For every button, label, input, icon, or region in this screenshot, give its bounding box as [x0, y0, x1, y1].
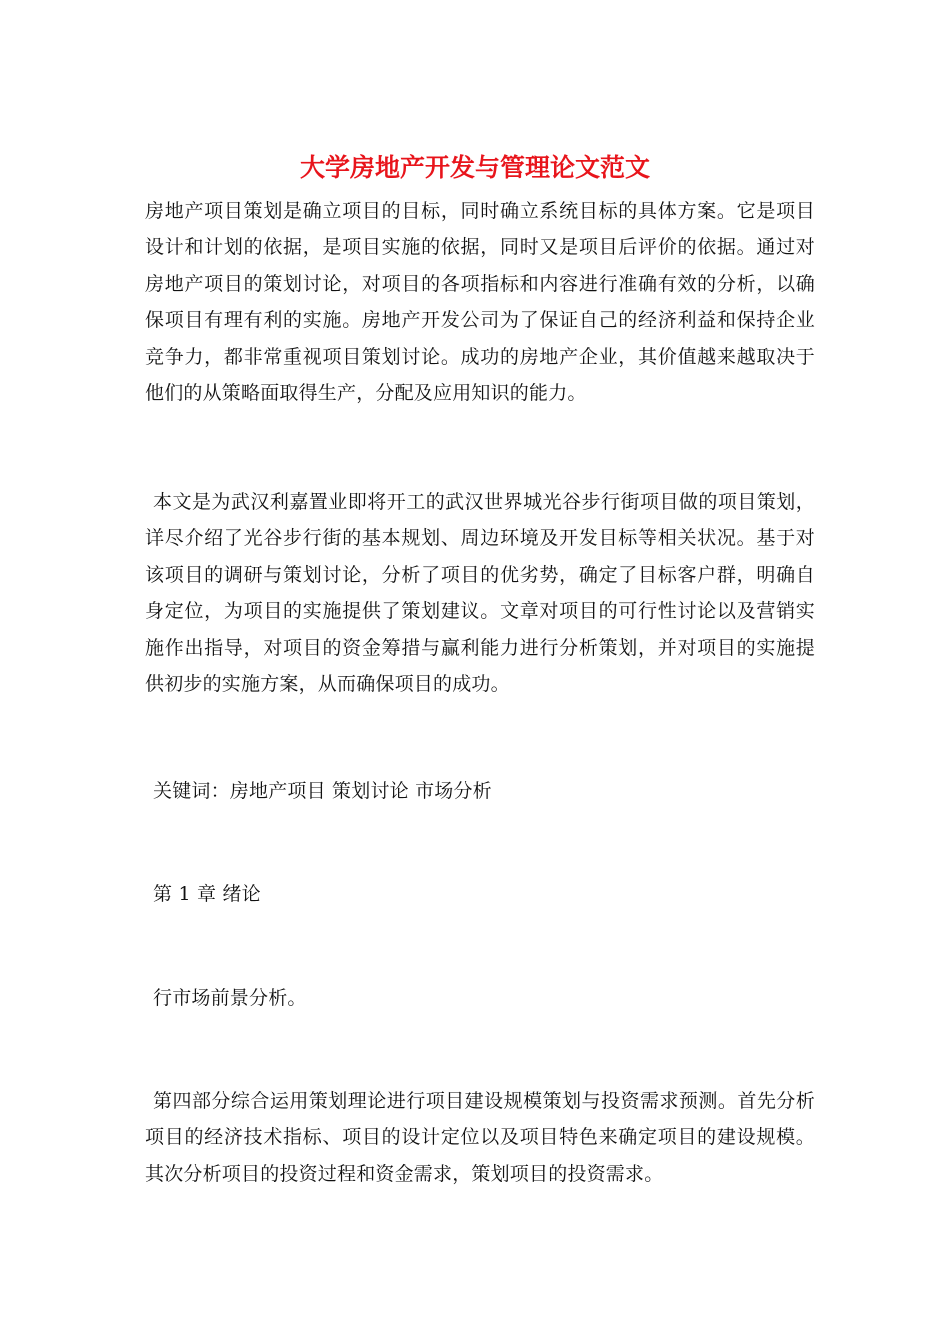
paragraph-fragment: 行市场前景分析。 — [153, 987, 307, 1009]
paragraph-abstract-2: 本文是为武汉利嘉置业即将开工的武汉世界城光谷步行街项目做的项目策划，详尽介绍了光谷步行街的基本规划、周边环境及开发目标等相关状况。基于对该项目的调研与策划讨论，分析了项目的优劣势，确定了目标客户群，明确自身定位，为项目的实施提供了策划建议。文章对项目的可行性讨论以及营销实施作出指导，对项目的资金筹措与赢利能力进行分析策划，并对项目的实施提供初步的实施方案，从而确保项目的成功。 — [145, 491, 815, 696]
paragraph-part-four: 第四部分综合运用策划理论进行项目建设规模策划与投资需求预测。首先分析项目的经济技术指标、项目的设计定位以及项目特色来确定项目的建设规模。其次分析项目的投资过程和资金需求，策划项目的投资需求。 — [145, 1090, 815, 1185]
chapter-heading: 第 1 章 绪论 — [153, 883, 261, 905]
document-title: 大学房地产开发与管理论文范文 — [299, 153, 650, 182]
paragraph-abstract-1: 房地产项目策划是确立项目的目标，同时确立系统目标的具体方案。它是项目设计和计划的依据，是项目实施的依据，同时又是项目后评价的依据。通过对房地产项目的策划讨论，对项目的各项指标和内容进行准确有效的分析，以确保项目有理有利的实施。房地产开发公司为了保证自己的经济利益和保持企业竞争力，都非常重视项目策划讨论。成功的房地产企业，其价值越来越取决于他们的从策略面取得生产，分配及应用知识的能力。 — [145, 200, 815, 405]
keywords-line: 关键词：房地产项目 策划讨论 市场分析 — [153, 780, 492, 802]
